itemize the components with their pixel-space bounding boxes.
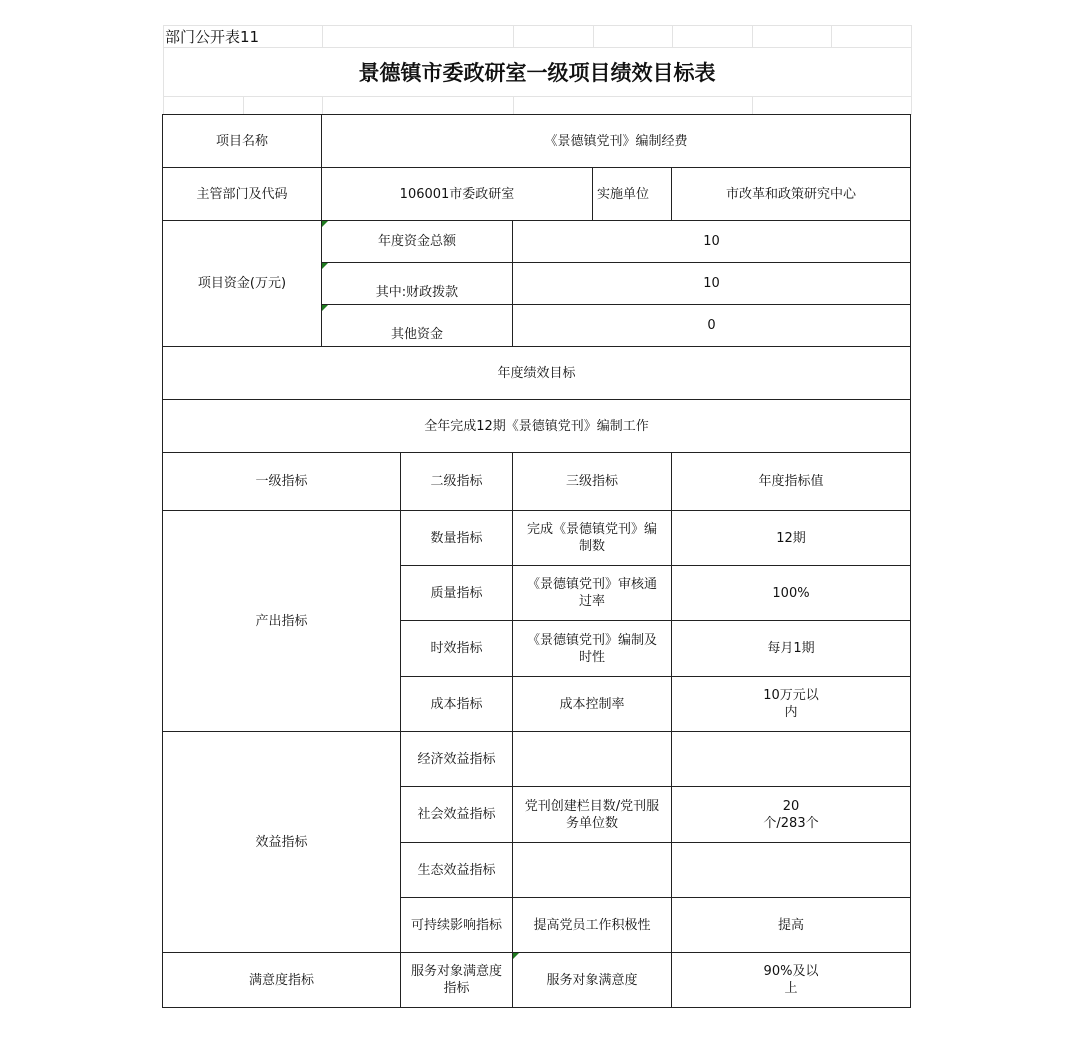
gridline [593,25,594,47]
indicator-target-value: 20个/283个 [671,786,911,843]
indicator-level3: 服务对象满意度 [512,952,672,1008]
dept-value: 106001市委政研室 [321,167,593,221]
group-output: 产出指标 [162,510,401,732]
funds-total-value: 10 [512,220,911,263]
annual-goal-label: 年度绩效目标 [162,346,911,400]
indicator-level3: 提高党员工作积极性 [512,897,672,953]
header-level1: 一级指标 [162,452,401,511]
indicator-level3: 《景德镇党刊》审核通过率 [512,565,672,621]
group-satisfaction: 满意度指标 [162,952,401,1008]
indicator-level2: 数量指标 [400,510,513,566]
comment-marker-icon [513,953,519,959]
indicator-target-value: 提高 [671,897,911,953]
indicator-level3: 党刊创建栏目数/党刊服务单位数 [512,786,672,843]
header-target: 年度指标值 [671,452,911,511]
indicator-target-value: 每月1期 [671,620,911,677]
header-level3: 三级指标 [512,452,672,511]
indicator-level2: 生态效益指标 [400,842,513,898]
page-title: 景德镇市委政研室一级项目绩效目标表 [358,59,716,85]
comment-marker-icon [322,305,328,311]
header-level2: 二级指标 [400,452,513,511]
gridline [513,25,514,47]
funds-other-value: 0 [512,304,911,347]
sheet-label: 部门公开表11 [165,27,260,46]
indicator-level2: 成本指标 [400,676,513,732]
indicator-target-value: 100% [671,565,911,621]
indicator-level2: 经济效益指标 [400,731,513,787]
comment-marker-icon [322,221,328,227]
funds-total-label: 年度资金总额 [321,220,513,263]
indicator-level2: 可持续影响指标 [400,897,513,953]
gridline [831,25,832,47]
indicator-level2: 质量指标 [400,565,513,621]
indicator-level3 [512,842,672,898]
gridline [911,25,912,115]
funds-other-label: 其他资金 [321,304,513,347]
project-name-value: 《景德镇党刊》编制经费 [321,114,911,168]
gridline [243,96,244,115]
indicator-level3: 成本控制率 [512,676,672,732]
indicator-target-value: 12期 [671,510,911,566]
gridline [672,25,673,47]
indicator-level3: 完成《景德镇党刊》编制数 [512,510,672,566]
project-name-label: 项目名称 [162,114,322,168]
gridline [322,96,323,115]
funds-fiscal-value: 10 [512,262,911,305]
impl-value: 市改革和政策研究中心 [671,167,911,221]
indicator-target-value: 90%及以上 [671,952,911,1008]
comment-marker-icon [322,263,328,269]
indicator-level2: 服务对象满意度指标 [400,952,513,1008]
annual-goal-value: 全年完成12期《景德镇党刊》编制工作 [162,399,911,453]
indicator-level3: 《景德镇党刊》编制及时性 [512,620,672,677]
gridline [163,96,911,97]
indicator-target-value [671,731,911,787]
gridline [752,25,753,47]
indicator-level2: 社会效益指标 [400,786,513,843]
indicator-level3 [512,731,672,787]
funds-fiscal-label: 其中:财政拨款 [321,262,513,305]
dept-label: 主管部门及代码 [162,167,322,221]
indicator-target-value: 10万元以内 [671,676,911,732]
gridline [513,96,514,115]
group-benefit: 效益指标 [162,731,401,953]
indicator-target-value [671,842,911,898]
indicator-level2: 时效指标 [400,620,513,677]
gridline [752,96,753,115]
impl-label: 实施单位 [592,167,672,221]
funds-label: 项目资金(万元) [162,220,322,347]
